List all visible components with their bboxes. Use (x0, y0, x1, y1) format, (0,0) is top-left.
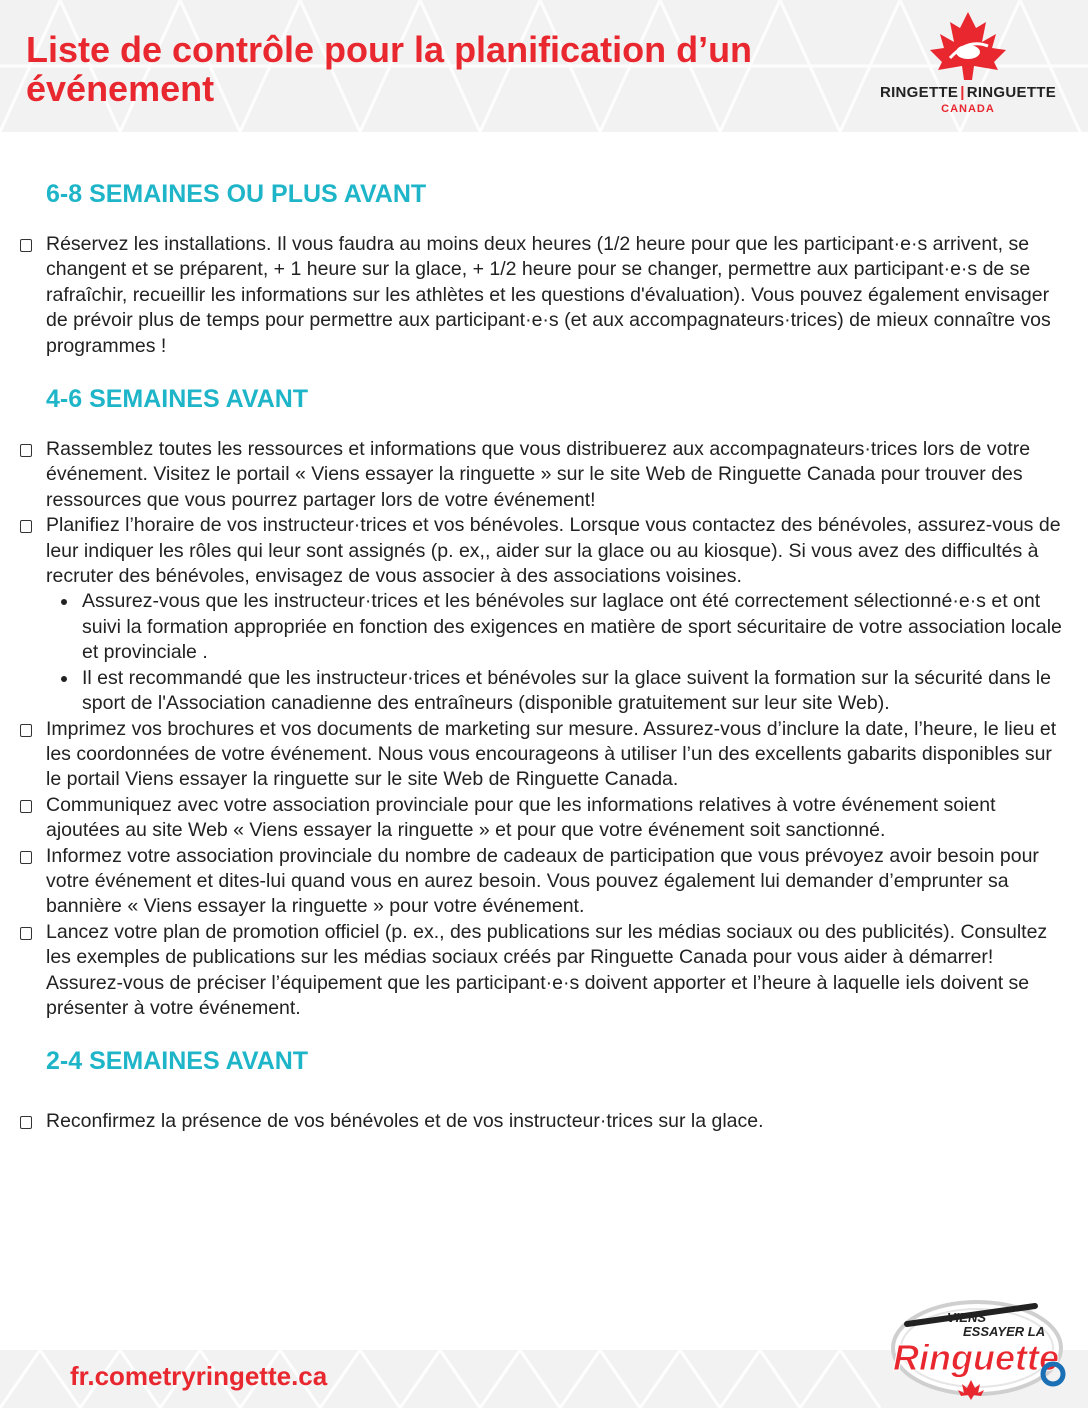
checkbox[interactable] (20, 444, 32, 457)
checkbox[interactable] (20, 851, 32, 864)
section-2-4-weeks (20, 1043, 1065, 1134)
checklist-item-text: Communiquez avec votre association provinciale pour que les informations relatives à votre événement soient ajoutées au site Web « Viens essayer la ringuette » et pour que votre événement soit sanctionné. (46, 793, 996, 842)
checklist-item-text: Reconfirmez la présence de vos bénévoles et de vos instructeur·trices sur la glace. (46, 1110, 764, 1133)
bullet-item (82, 666, 1065, 717)
checklist-item-text: Planifiez l’horaire de vos instructeur·trices et vos bénévoles. Lorsque vous contactez des bénévoles, assurez-vous de leur indiquer les rôles qui leur sont assignés (p. ex,, aider sur la glace ou au kiosque). Si vous avez des difficultés à recruter des bénévoles, envisagez de vous associer à des associations voisines. (46, 514, 1061, 588)
ringette-canada-logo (868, 8, 1068, 118)
checklist-content (20, 176, 1065, 1157)
checklist-item-text: Informez votre association provinciale du nombre de cadeaux de participation que vous prévoyez avoir besoin pour votre événement et dites-lui quand vous en aurez besoin. Vous pouvez également lui demander d’emprunter sa bannière « Viens essayer la ringuette » pour votre événement. (46, 844, 1039, 918)
checklist-item (20, 1109, 1065, 1134)
checkbox[interactable] (20, 239, 32, 252)
checklist-item (20, 232, 1065, 359)
sub-bullet-list (46, 589, 1065, 716)
checklist-item-text: Lancez votre plan de promotion officiel (p. ex., des publications sur les médias sociaux ou des publicités). Consultez les exemples de publications sur les médias sociaux créés par Ringuette Canada pour vous aider à démarrer! Assurez-vous de préciser l’équipement que les participant·e·s doivent apporter et l’heure à laquelle iels doivent se présenter à votre événement. (46, 920, 1048, 1019)
bullet-item-text: Il est recommandé que les instructeur·trices et bénévoles sur la glace suivent la formation sur la sécurité dans le sport de l'Association canadienne des entraîneurs (disponible gratuitement sur leur site Web). (82, 666, 1051, 715)
checkbox[interactable] (20, 724, 32, 737)
checkbox[interactable] (20, 520, 32, 533)
bullet-icon (61, 676, 67, 682)
checklist-item-text: Rassemblez toutes les ressources et informations que vous distribuerez aux accompagnateurs·trices lors de votre événement. Visitez le portail « Viens essayer la ringuette » sur le site Web de Ringuette Canada pour trouver des ressources que vous pourrez partager lors de votre événement! (46, 438, 1031, 511)
checklist-item (20, 920, 1065, 1022)
logo-separator: | (960, 84, 965, 101)
checklist-item-text: Imprimez vos brochures et vos documents de marketing sur mesure. Assurez-vous d’inclure la date, l’heure, le lieu et les coordonnées de votre événement. Nous vous encourageons à utiliser l’un des excellents gabarits disponibles sur le portail Viens essayer la ringuette sur le site Web de Ringuette Canada. (46, 717, 1057, 791)
bullet-item (82, 589, 1065, 665)
maple-leaf-icon (868, 8, 1068, 83)
section-title: 2-4 SEMAINES AVANT (46, 1047, 309, 1076)
logo-country: CANADA (941, 103, 995, 115)
checklist-item (20, 437, 1065, 513)
logo-ringuette: RINGUETTE (966, 84, 1057, 101)
ringuette-badge-logo (885, 1292, 1070, 1402)
checklist-item (20, 844, 1065, 920)
website-link[interactable]: fr.cometryringette.ca (70, 1361, 328, 1391)
logo-ringette: RINGETTE (879, 84, 959, 101)
logo-wordmark (868, 84, 1068, 101)
checkbox[interactable] (20, 927, 32, 940)
checklist-item (20, 513, 1065, 716)
checklist-item-text: Réservez les installations. Il vous faudra au moins deux heures (1/2 heure pour que les participant·e·s arrivent, se changent et se préparent, + 1 heure sur la glace, + 1/2 heure pour se changer, permettre aux participant·e·s de se rafraîchir, recueillir les informations sur les athlètes et les questions d'évaluation). Vous pouvez également envisager de prévoir plus de temps pour permettre aux participant·e·s (et aux accompagnateurs·trices) de mieux connaître vos programmes ! (46, 233, 1051, 357)
badge-line1: VIENS (947, 1310, 987, 1325)
checkbox[interactable] (20, 800, 32, 813)
badge-line3: Ringuette (893, 1337, 1059, 1378)
checklist-item (20, 717, 1065, 793)
checkbox[interactable] (20, 1116, 32, 1129)
page-title: Liste de contrôle pour la planification d’un événement (26, 29, 753, 109)
checklist-item (20, 793, 1065, 844)
badge-line2: ESSAYER LA (963, 1324, 1046, 1339)
section-6-8-weeks (20, 176, 1065, 359)
section-title: 6-8 SEMAINES OU PLUS AVANT (46, 180, 427, 208)
bullet-icon (61, 599, 67, 605)
section-title: 4-6 SEMAINES AVANT (46, 385, 309, 414)
viens-essayer-badge (885, 1292, 1070, 1402)
section-4-6-weeks (20, 381, 1065, 1021)
bullet-item-text: Assurez-vous que les instructeur·trices et les bénévoles sur laglace ont été correctement sélectionné·e·s et ont suivi la formation appropriée en fonction des exigences en matière de sport sécuritaire de votre association locale et provinciale . (82, 590, 1062, 664)
